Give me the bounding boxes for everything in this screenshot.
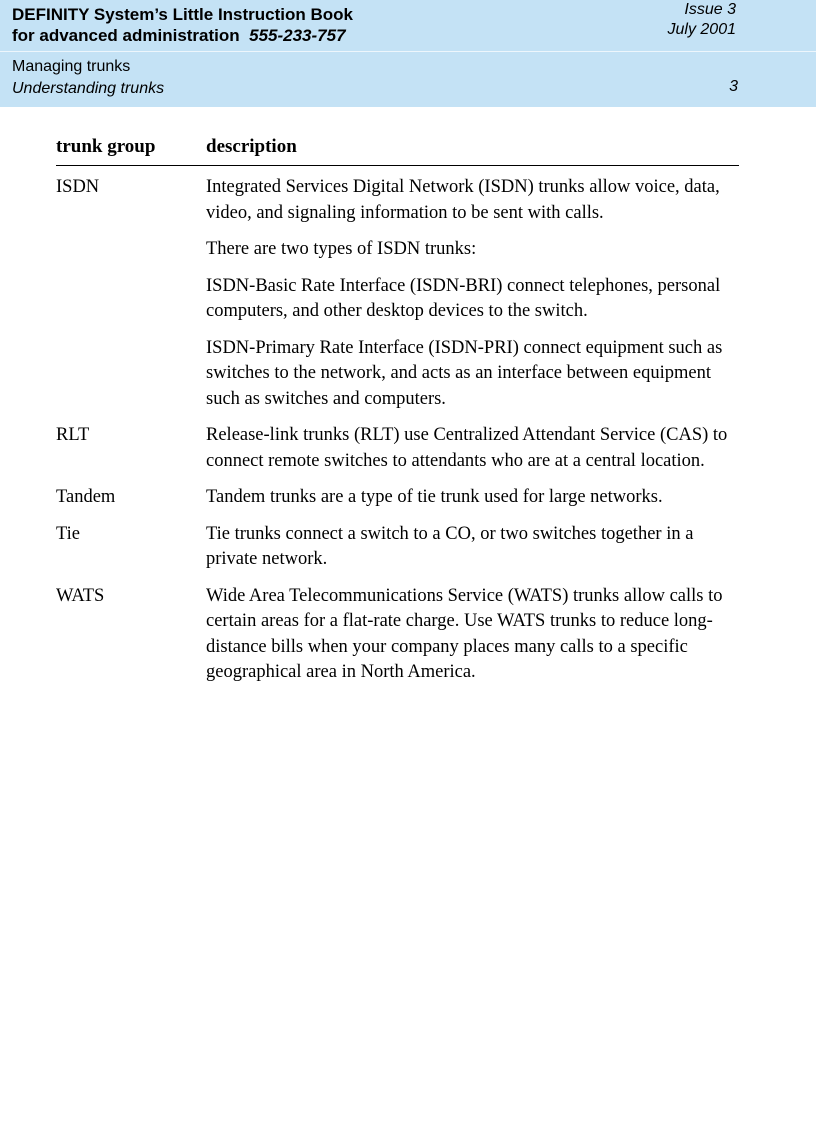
description-paragraph: ISDN-Basic Rate Interface (ISDN-BRI) connect telephones, personal computers, and other desktop devices to the switch. [206,275,721,321]
description-paragraph: Tie trunks connect a switch to a CO, or two switches together in a private network. [206,523,694,569]
description-paragraph: ISDN-Primary Rate Interface (ISDN-PRI) connect equipment such as switches to the network, and acts as an interface between equipment such as switches and computers. [206,337,723,409]
description-paragraph: Tandem trunks are a type of tie trunk used for large networks. [206,487,663,507]
table-row-tandem [56,485,739,522]
description-cell [206,485,739,522]
table-row-tie [56,522,739,584]
description-paragraph: Integrated Services Digital Network (ISDN) trunks allow voice, data, video, and signaling information to be sent with calls. [206,177,720,223]
table-row-rlt [56,423,739,485]
trunk-group-table [56,133,739,697]
trunk-group-cell: ISDN [56,177,100,197]
doc-number: 555-233-757 [249,26,346,45]
trunk-group-cell: WATS [56,585,105,606]
table-body [56,166,739,697]
description-paragraph: Release-link trunks (RLT) use Centralized Attendant Service (CAS) to connect remote switches to attendants who are at a central location. [206,425,728,471]
trunk-group-cell: Tandem [56,487,116,507]
column-header-trunk-group: trunk group [56,136,156,157]
column-header-description: description [206,136,297,157]
table-header [56,133,739,166]
description-cell [206,522,739,584]
issue-label: Issue 3 [684,1,736,18]
issue-date: July 2001 [667,21,736,38]
book-title-line2-text: for advanced administration [12,26,240,45]
trunk-group-cell: Tie [56,523,81,544]
page-number: 3 [729,78,738,95]
description-cell [206,175,739,423]
header-divider [0,51,816,52]
trunk-group-cell: RLT [56,425,90,445]
table-row-isdn [56,175,739,423]
description-paragraph: Wide Area Telecommunications Service (WATS) trunks allow calls to certain areas for a flat-rate charge. Use WATS trunks to reduce long-distance bills when your company places many calls to a specific geographical area in North America. [206,585,723,682]
description-paragraph: There are two types of ISDN trunks: [206,239,477,259]
table-row-wats [56,584,739,697]
book-title-line1: DEFINITY System’s Little Instruction Book [12,5,353,24]
issue-block [668,0,737,40]
page-header [0,0,816,107]
chapter-title: Managing trunks [12,58,131,75]
book-title [12,4,353,46]
description-cell [206,423,739,485]
description-cell [206,584,739,697]
book-title-line2 [12,25,353,46]
section-title: Understanding trunks [12,80,165,97]
